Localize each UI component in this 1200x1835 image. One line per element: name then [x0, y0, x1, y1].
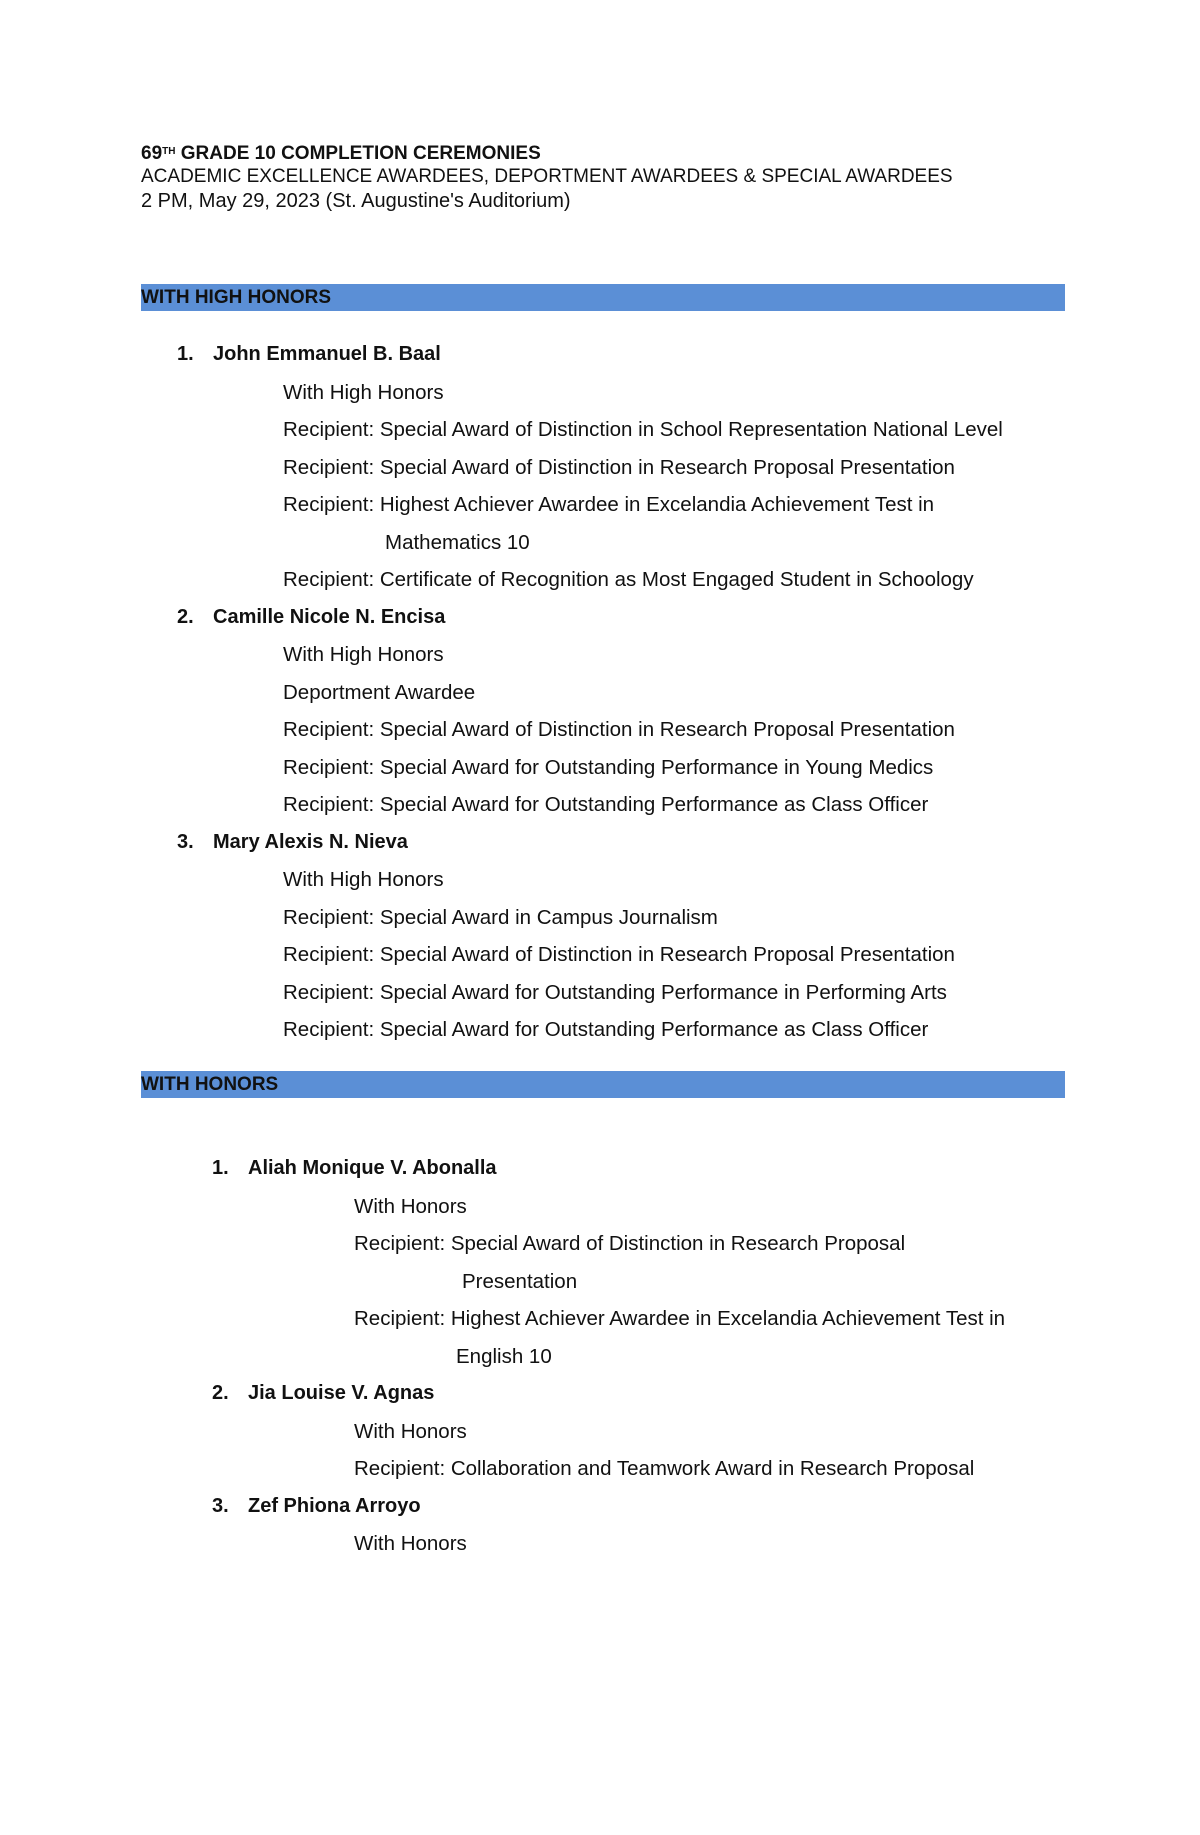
awardee-heading [212, 1488, 1072, 1526]
ceremony-datetime: 2 PM, May 29, 2023 (St. Augustine's Auditorium) [141, 190, 571, 212]
ceremony-title [141, 143, 1071, 165]
award-line: Recipient: Highest Achiever Awardee in Excelandia Achievement Test in [283, 493, 935, 516]
award-line: Recipient: Special Award for Outstanding Performance in Young Medics [283, 755, 934, 779]
awardee-name: John Emmanuel B. Baal [213, 343, 441, 366]
section-heading-high-honors: WITH HIGH HONORS [141, 284, 1065, 311]
award-line: Recipient: Collaboration and Teamwork Award in Research Proposal [354, 1457, 975, 1480]
list-item [212, 1488, 1072, 1563]
award-line: Recipient: Special Award for Outstanding Performance as Class Officer [283, 793, 929, 816]
award-line: With High Honors [283, 643, 444, 666]
section-heading-honors: WITH HONORS [141, 1071, 1065, 1098]
list-item [212, 1150, 1072, 1375]
awardee-name: Mary Alexis N. Nieva [213, 830, 408, 853]
entry-number: 1. [212, 1157, 229, 1180]
awardee-heading [177, 599, 1077, 637]
awardee-name: Camille Nicole N. Encisa [213, 605, 446, 628]
list-item [212, 1375, 1072, 1488]
list-item [177, 599, 1077, 824]
award-line: Recipient: Highest Achiever Awardee in Excelandia Achievement Test in [354, 1307, 1006, 1330]
ordinal-number: 69 [141, 143, 163, 164]
award-line-continuation: Presentation [462, 1269, 578, 1293]
awardee-name: Jia Louise V. Agnas [248, 1382, 435, 1405]
entry-number: 1. [177, 343, 194, 366]
awardee-heading [212, 1150, 1072, 1188]
award-line: Recipient: Special Award of Distinction in Research Proposal Presentation [283, 455, 955, 479]
award-line-continuation: Mathematics 10 [385, 530, 530, 554]
award-line: With Honors [354, 1419, 467, 1443]
awardee-heading [177, 336, 1077, 374]
awardee-heading [177, 824, 1077, 862]
award-line: Recipient: Special Award of Distinction in Research Proposal Presentation [283, 943, 955, 966]
awardee-heading [212, 1375, 1072, 1413]
entry-number: 3. [212, 1494, 229, 1517]
award-line: Recipient: Special Award in Campus Journalism [283, 905, 718, 929]
list-item [177, 336, 1077, 599]
award-line: Recipient: Certificate of Recognition as Most Engaged Student in Schoology [283, 568, 974, 591]
award-line: With High Honors [283, 380, 444, 404]
awardee-name: Aliah Monique V. Abonalla [248, 1157, 497, 1180]
honors-list [212, 1150, 1072, 1563]
document-header [141, 143, 1071, 213]
awardee-name: Zef Phiona Arroyo [248, 1494, 421, 1517]
award-line: Recipient: Special Award for Outstanding Performance as Class Officer [283, 1018, 929, 1041]
award-line: With Honors [354, 1194, 467, 1218]
high-honors-list [177, 336, 1077, 1049]
entry-number: 2. [177, 605, 194, 628]
award-line: Recipient: Special Award of Distinction in Research Proposal [354, 1232, 906, 1255]
entry-number: 3. [177, 830, 194, 853]
ceremony-subtitle: ACADEMIC EXCELLENCE AWARDEES, DEPORTMENT AWARDEES & SPECIAL AWARDEES [141, 166, 953, 187]
award-line: Recipient: Special Award of Distinction in Research Proposal Presentation [283, 718, 955, 741]
award-line-continuation: English 10 [456, 1344, 552, 1368]
award-line: With High Honors [283, 868, 444, 891]
ordinal-suffix: TH [162, 146, 176, 157]
award-line: Deportment Awardee [283, 680, 476, 704]
list-item [177, 824, 1077, 1049]
award-line: Recipient: Special Award of Distinction in School Representation National Level [283, 418, 1003, 441]
title-rest: GRADE 10 COMPLETION CEREMONIES [175, 143, 541, 164]
award-line: With Honors [354, 1532, 467, 1555]
award-line: Recipient: Special Award for Outstanding Performance in Performing Arts [283, 980, 947, 1004]
entry-number: 2. [212, 1382, 229, 1405]
